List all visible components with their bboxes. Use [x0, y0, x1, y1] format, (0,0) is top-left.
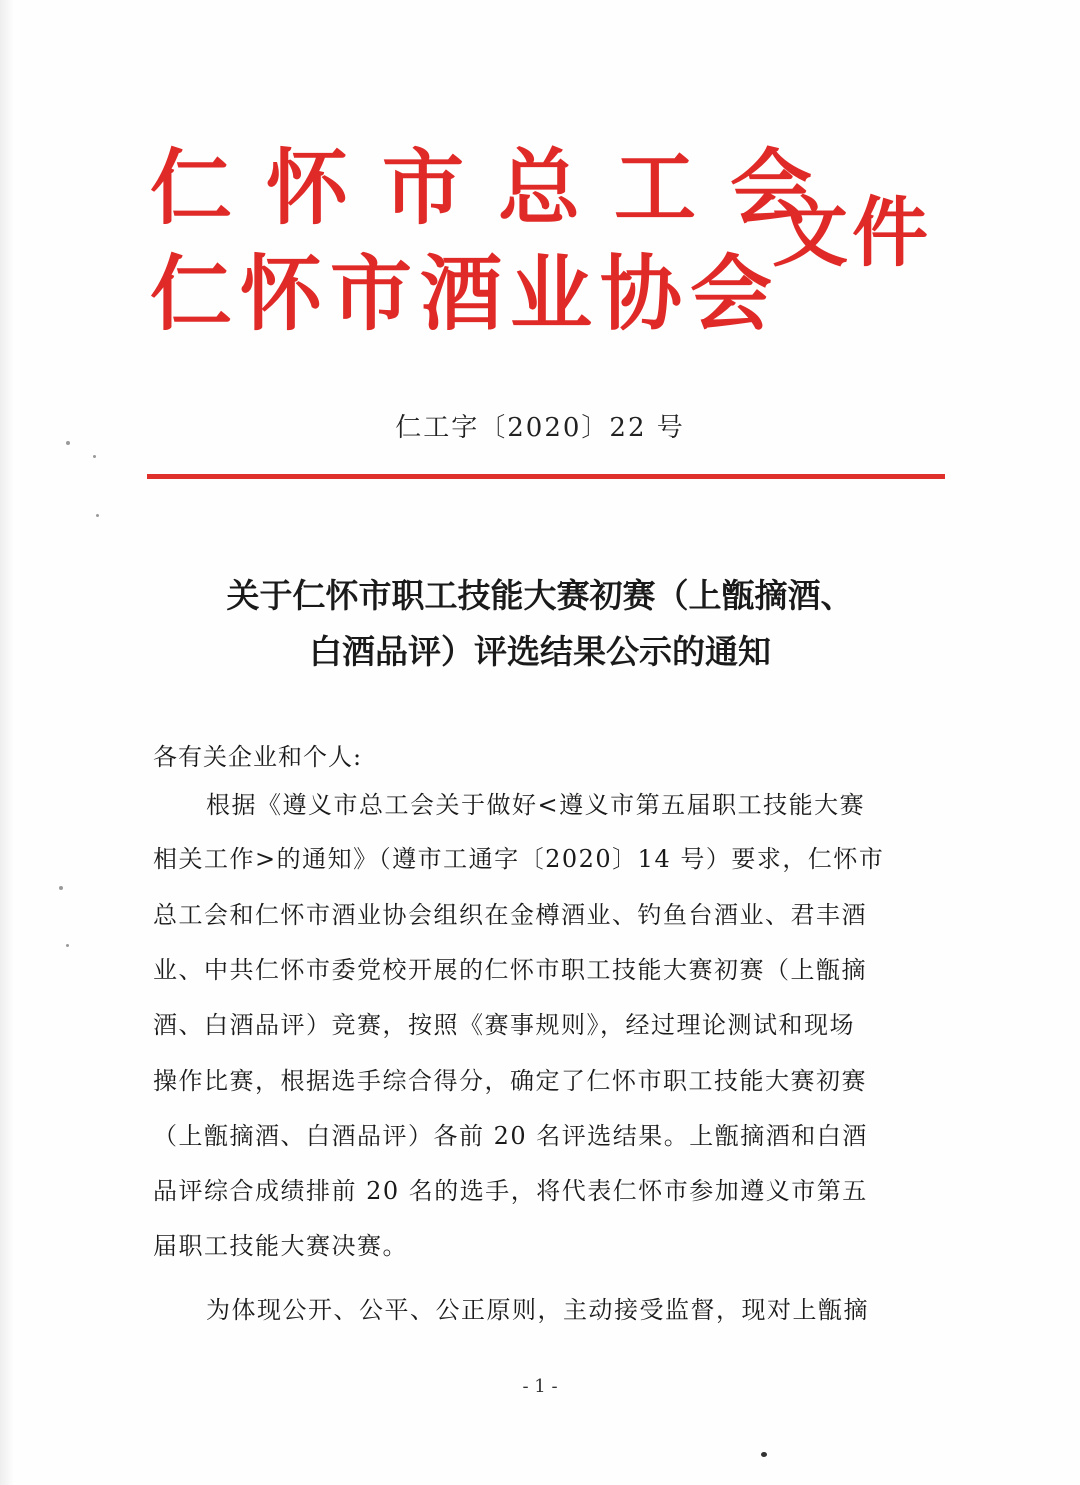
scan-speck — [96, 514, 99, 517]
document-number: 仁工字〔2020〕22 号 — [395, 413, 685, 443]
notice-title-line-1: 关于仁怀市职工技能大赛初赛（上甑摘酒、 — [226, 576, 854, 615]
body-line: （上甑摘酒、白酒品评）各前 20 名评选结果。上甑摘酒和白酒 — [153, 1122, 868, 1150]
notice-title-line-2: 白酒品评）评选结果公示的通知 — [309, 632, 771, 671]
body-line: 业、中共仁怀市委党校开展的仁怀市职工技能大赛初赛（上甑摘 — [153, 956, 867, 984]
issuer-line-2: 仁怀市酒业协会 — [150, 246, 781, 342]
body-line: 根据《遵义市总工会关于做好<遵义市第五届职工技能大赛 — [206, 791, 866, 819]
document-type-label: 文件 — [772, 188, 932, 277]
red-divider-rule — [147, 474, 945, 479]
page-number: - 1 - — [522, 1376, 558, 1397]
body-line: 为体现公开、公平、公正原则，主动接受监督，现对上甑摘 — [206, 1296, 869, 1324]
scan-speck — [93, 455, 96, 458]
salutation: 各有关企业和个人: — [153, 743, 363, 771]
scan-speck — [66, 441, 70, 445]
body-line: 总工会和仁怀市酒业协会组织在金樽酒业、钓鱼台酒业、君丰酒 — [153, 901, 867, 929]
scan-speck — [761, 1452, 767, 1457]
issuer-line-1: 仁怀市总工会 — [150, 140, 847, 236]
body-line: 品评综合成绩排前 20 名的选手，将代表仁怀市参加遵义市第五 — [153, 1177, 868, 1205]
body-line: 届职工技能大赛决赛。 — [153, 1232, 408, 1260]
scan-edge-shadow — [0, 0, 14, 1485]
body-line: 操作比赛，根据选手综合得分，确定了仁怀市职工技能大赛初赛 — [153, 1067, 867, 1095]
scan-speck — [59, 886, 63, 890]
scan-speck — [66, 944, 69, 947]
body-line: 酒、白酒品评）竞赛，按照《赛事规则》，经过理论测试和现场 — [153, 1011, 855, 1039]
body-line: 相关工作>的通知》（遵市工通字〔2020〕14 号）要求，仁怀市 — [153, 845, 885, 873]
